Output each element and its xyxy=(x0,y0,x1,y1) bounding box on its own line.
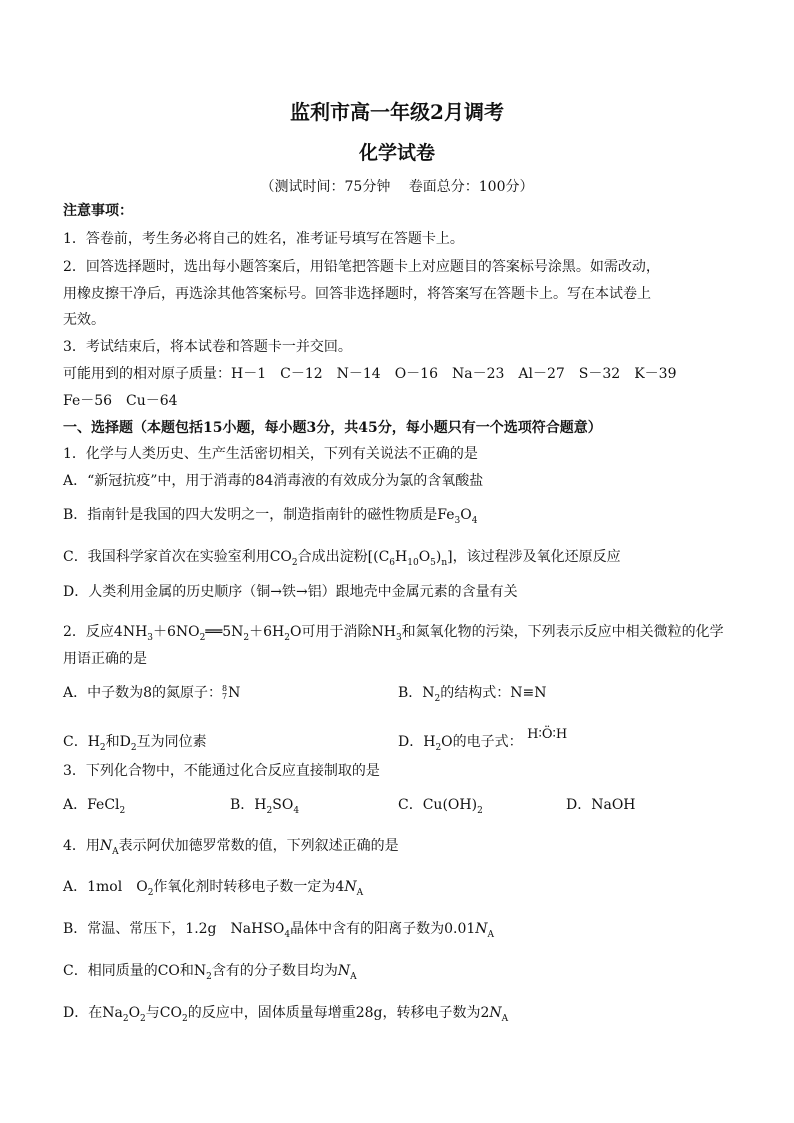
q2-option-c: C．$H_2$和$D_2$互为同位素 xyxy=(63,734,207,753)
q4-option-d: D．在$Na_2O_2$与$CO_2$的反应中，固体质量每增重28g，转移电子数为$2N_A$ xyxy=(63,1005,509,1024)
q4-option-b: B．常温、常压下，1.2g NaHSO$_4$晶体中含有的阳离子数为$0.01N_A$ xyxy=(63,921,495,940)
section-heading: 一、选择题（本题包括15小题，每小题3分，共45分，每小题只有一个选项符合题意） xyxy=(63,420,602,436)
q1-option-d: D．人类利用金属的历史顺序（铜→铁→铝）跟地壳中金属元素的含量有关 xyxy=(63,584,518,600)
notice-item-2-line-1: 2．回答选择题时，选出每小题答案后，用铅笔把答题卡上对应题目的答案标号涂黑。如需改动， xyxy=(63,259,660,275)
q4-stem: 4．用$N_A$表示阿伏加德罗常数的值，下列叙述正确的是 xyxy=(63,838,399,857)
subject-title: 化学试卷 xyxy=(358,142,435,164)
nuclide-notation: 8 7 xyxy=(222,684,228,701)
q3-option-b: B．$H_2SO_4$ xyxy=(230,797,300,816)
electron-formula: H∶Ö∶H xyxy=(527,727,568,742)
q1-stem: 1．化学与人类历史、生产生活密切相关，下列有关说法不正确的是 xyxy=(63,446,478,462)
q4-option-a: A．1mol $O_2$作氧化剂时转移电子数一定为$4N_A$ xyxy=(63,879,364,898)
q4-option-c: C．相同质量的CO和$N_2$含有的分子数目均为$N_A$ xyxy=(63,963,357,982)
atomic-mass-line-2: Fe－56 Cu－64 xyxy=(63,393,178,409)
q2-option-a: A．中子数为8的氮原子：8 7N xyxy=(63,684,241,701)
q3-option-a: A．FeCl$_2$ xyxy=(63,797,126,816)
q2-option-b: B．$N_2$的结构式：N≡N xyxy=(398,685,547,704)
q1-option-a: A．“新冠抗疫”中，用于消毒的84消毒液的有效成分为氯的含氧酸盐 xyxy=(63,473,484,489)
q2-stem-line-1: 2．反应$4NH_3+6NO_2══5N_2+6H_2O$可用于消除$NH_3$和氮氧化物的污染，下列表示反应中相关微粒的化学 xyxy=(63,624,724,643)
notice-item-3: 3．考试结束后，将本试卷和答题卡一并交回。 xyxy=(63,339,352,355)
notice-item-2-line-3: 无效。 xyxy=(63,312,105,328)
q3-stem: 3．下列化合物中，不能通过化合反应直接制取的是 xyxy=(63,763,380,779)
q3-option-d: D．NaOH xyxy=(566,797,636,813)
notice-heading: 注意事项： xyxy=(63,203,133,219)
q2-option-d: D．$H_2O$的电子式： H∶Ö∶H xyxy=(398,727,568,753)
exam-title: 监利市高一年级2月调考 xyxy=(290,100,504,124)
q1-option-b: B．指南针是我国的四大发明之一，制造指南针的磁性物质是$Fe_3O_4$ xyxy=(63,507,478,526)
notice-item-1: 1．答卷前，考生务必将自己的姓名，准考证号填写在答题卡上。 xyxy=(63,231,464,247)
q1-option-c: C．我国科学家首次在实验室利用$CO_2$合成出淀粉$[(C_6H_{10}O_5)_n]$，该过程涉及氧化还原反应 xyxy=(63,549,621,568)
exam-info: （测试时间：75分钟 卷面总分：100分） xyxy=(260,179,534,195)
atomic-mass-line-1: 可能用到的相对原子质量：H－1 C－12 N－14 O－16 Na－23 Al－27 S－32 K－39 xyxy=(63,366,677,382)
notice-item-2-line-2: 用橡皮擦干净后，再选涂其他答案标号。回答非选择题时，将答案写在答题卡上。写在本试卷上 xyxy=(63,286,651,302)
q3-option-c: C．$Cu(OH)_2$ xyxy=(398,797,483,816)
q2-stem-line-2: 用语正确的是 xyxy=(63,651,147,667)
